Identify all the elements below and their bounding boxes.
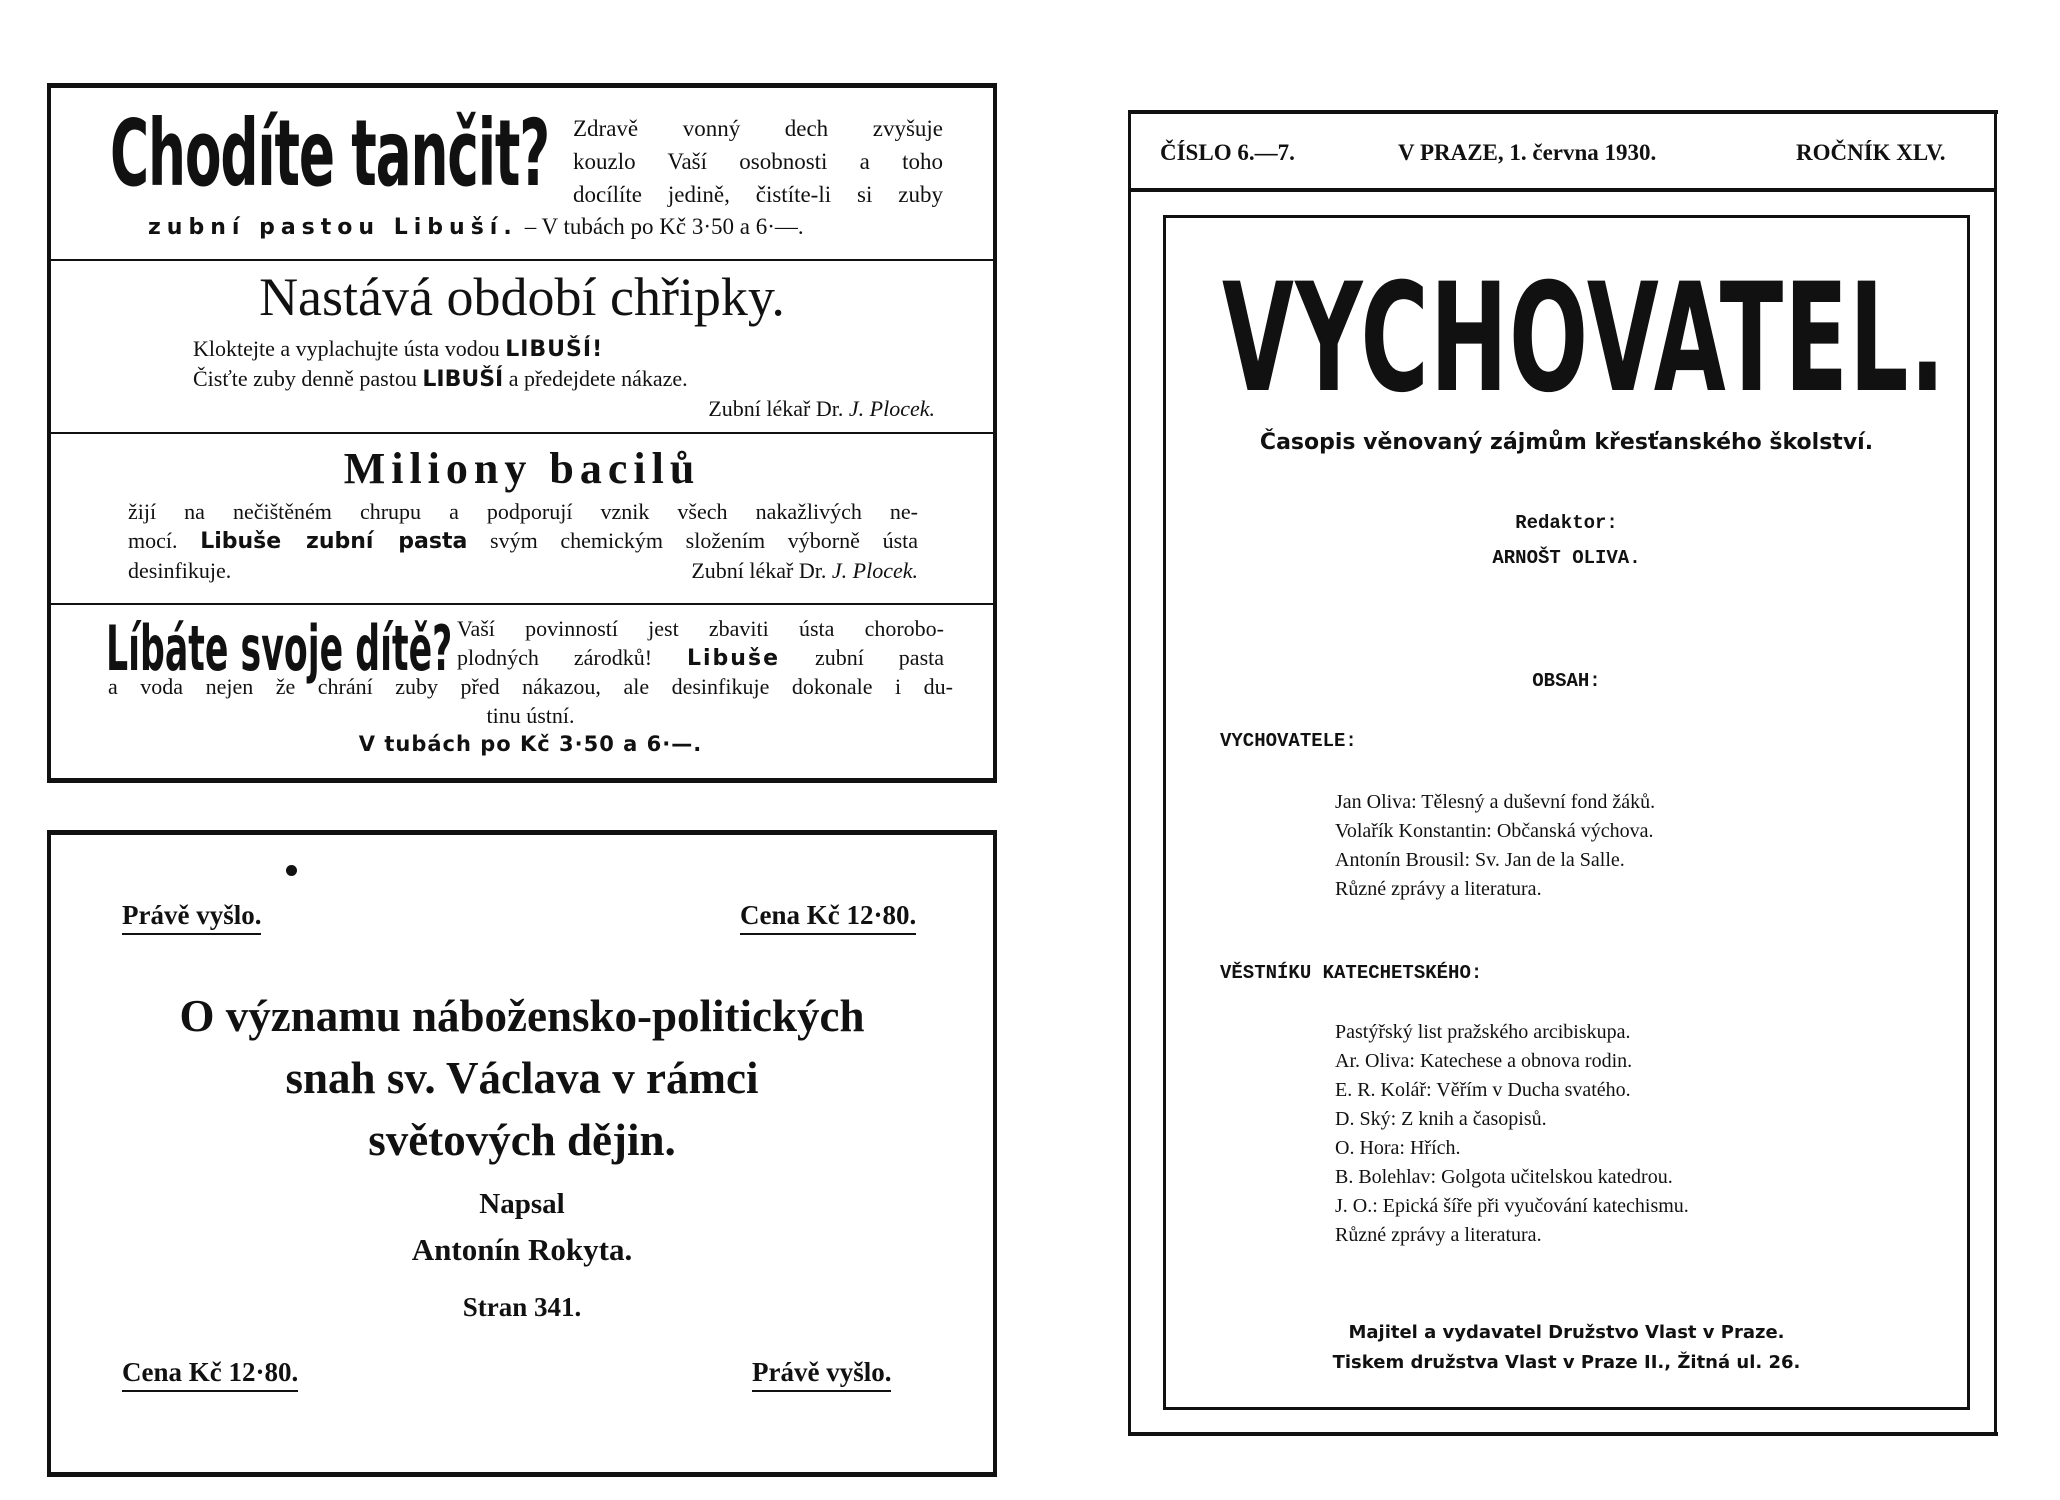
ad1-bottom-line xyxy=(148,214,804,240)
book-title-line-2: snah sv. Václava v rámci xyxy=(285,1053,759,1103)
section2-item-6: B. Bolehlav: Golgota učitelskou katedrou. xyxy=(1335,1166,1673,1188)
bullet-dot xyxy=(286,865,297,876)
section1-list xyxy=(1335,788,1655,904)
ad2-brand-2: LIBUŠÍ xyxy=(422,367,504,392)
section2-item-2: Ar. Oliva: Katechese a obnova rodin. xyxy=(1335,1050,1633,1072)
book-title-line-3: světových dějin. xyxy=(368,1115,676,1165)
ad2-headline: Nastává období chřipky. xyxy=(259,267,785,327)
ad2-brand-1: LIBUŠÍ! xyxy=(505,337,604,362)
masthead-wrap xyxy=(1222,252,2060,426)
ad3-line-1: žijí na nečištěném chrupu a podporují vznik všech nakažlivých ne- xyxy=(128,499,918,524)
section2-item-3: E. R. Kolář: Věřím v Ducha svatého. xyxy=(1335,1079,1631,1101)
publisher-info xyxy=(1166,1318,1967,1378)
publisher-line-2: Tiskem družstva Vlast v Praze II., Žitná ul. 26. xyxy=(1332,1352,1801,1373)
ad4-brand: Libuše xyxy=(687,646,780,671)
section2-item-4: D. Ský: Z knih a časopisů. xyxy=(1335,1108,1547,1130)
section1-item-4: Různé zprávy a literatura. xyxy=(1335,878,1542,900)
ad4-line-4: tinu ústní. xyxy=(486,703,575,728)
cover-subtitle: Časopis věnovaný zájmům křesťanského školství. xyxy=(1259,430,1874,455)
ad3-brand: Libuše zubní pasta xyxy=(200,529,468,554)
volume: ROČNÍK XLV. xyxy=(1796,140,1946,165)
section1-item-2: Volařík Konstantin: Občanská výchova. xyxy=(1335,820,1654,842)
ad1-side-text xyxy=(573,112,943,211)
ads-bottom-rule xyxy=(47,778,997,783)
ad2-signature: Zubní lékař Dr. J. Plocek. xyxy=(708,396,935,421)
ads-right-rule xyxy=(993,83,997,783)
section-vestniku: VĚSTNÍKU KATECHETSKÉHO: xyxy=(1220,962,1483,984)
cover-top-rule xyxy=(1128,110,1998,114)
ads-top-rule xyxy=(47,83,997,88)
place-date: V PRAZE, 1. června 1930. xyxy=(1398,140,1657,165)
book-title xyxy=(51,985,993,1171)
editor-label: Redaktor: xyxy=(1515,512,1618,534)
ad3-line-3: desinfikuje. Zubní lékař Dr. J. Plocek. xyxy=(128,558,918,583)
section2-item-5: O. Hora: Hřích. xyxy=(1335,1137,1461,1159)
book-bottom-left: Cena Kč 12·80. xyxy=(122,1357,298,1392)
issue-number: ČÍSLO 6.—7. xyxy=(1160,140,1295,165)
ad1-headline: Chodíte tančit? xyxy=(110,100,550,207)
ad4-headline: Líbáte svoje dítě? xyxy=(106,612,453,685)
book-right-rule xyxy=(993,830,997,1477)
cover-left-rule xyxy=(1128,110,1131,1435)
ad4-side-line-1: Vaší povinností jest zbaviti ústa chorobo- xyxy=(457,616,944,641)
section-vychovatele: VYCHOVATELE: xyxy=(1220,730,1357,752)
ad2-line-2: Čisťte zuby denně pastou LIBUŠÍ a předejdete nákaze. xyxy=(193,366,688,392)
ad1-bottom-rest: – V tubách po Kč 3·50 a 6·—. xyxy=(524,214,804,239)
section2-item-7: J. O.: Epická šíře při vyučování katechismu. xyxy=(1335,1195,1689,1217)
ads-divider-3 xyxy=(51,603,993,605)
ad3-line-2: mocí. Libuše zubní pasta svým chemickým složením výborně ústa xyxy=(128,528,919,554)
ad4-line-3: a voda nejen že chrání zuby před nákazou, ale desinfikuje dokonale i du- xyxy=(108,674,953,699)
ad4-side-line-2: plodných zárodků! Libuše zubní pasta xyxy=(457,645,945,671)
editor-name: ARNOŠT OLIVA. xyxy=(1492,547,1641,569)
ad1-side-line-1: Zdravě vonný dech zvyšuje xyxy=(573,116,943,141)
book-bottom-right: Právě vyšlo. xyxy=(752,1357,891,1392)
ad1-bottom-bold: zubní pastou Libuší. xyxy=(148,215,518,240)
ad1-side-line-2: kouzlo Vaší osobnosti a toho xyxy=(573,149,943,174)
ad4-price: V tubách po Kč 3·50 a 6·—. xyxy=(358,732,703,756)
book-bottom-rule xyxy=(47,1472,997,1477)
ad4-body xyxy=(108,672,953,759)
book-author-label: Napsal xyxy=(479,1188,565,1220)
section2-list xyxy=(1335,1018,1689,1250)
book-top-left: Právě vyšlo. xyxy=(122,900,261,935)
ad3-signature: Zubní lékař Dr. J. Plocek. xyxy=(691,558,918,583)
ad3-body xyxy=(128,497,918,585)
book-top-rule xyxy=(47,830,997,835)
publisher-line-1: Majitel a vydavatel Družstvo Vlast v Praze. xyxy=(1348,1322,1785,1343)
book-pages: Stran 341. xyxy=(462,1292,582,1322)
ad3-headline: Miliony bacilů xyxy=(343,444,701,493)
book-title-line-1: O významu nábožensko-politických xyxy=(179,991,865,1041)
contents-label: OBSAH: xyxy=(1532,670,1601,692)
ad4-side-text xyxy=(457,614,944,673)
ad1-side-line-3: docílíte jedině, čistíte-li si zuby xyxy=(573,182,943,207)
cover-bottom-rule xyxy=(1128,1432,1998,1436)
ads-divider-2 xyxy=(51,432,993,434)
book-author: Antonín Rokyta. xyxy=(411,1232,633,1267)
cover-header-rule xyxy=(1131,188,1994,192)
masthead: VYCHOVATEL. xyxy=(1222,252,1947,426)
section2-item-1: Pastýřský list pražského arcibiskupa. xyxy=(1335,1021,1631,1043)
section1-item-3: Antonín Brousil: Sv. Jan de la Salle. xyxy=(1335,849,1625,871)
section1-item-1: Jan Oliva: Tělesný a duševní fond žáků. xyxy=(1335,791,1656,813)
section2-item-8: Různé zprávy a literatura. xyxy=(1335,1224,1542,1246)
ad2-line-1: Kloktejte a vyplachujte ústa vodou LIBUŠÍ! xyxy=(193,336,604,362)
book-top-right: Cena Kč 12·80. xyxy=(740,900,916,935)
ad2-body xyxy=(193,334,935,423)
ads-divider-1 xyxy=(51,259,993,261)
